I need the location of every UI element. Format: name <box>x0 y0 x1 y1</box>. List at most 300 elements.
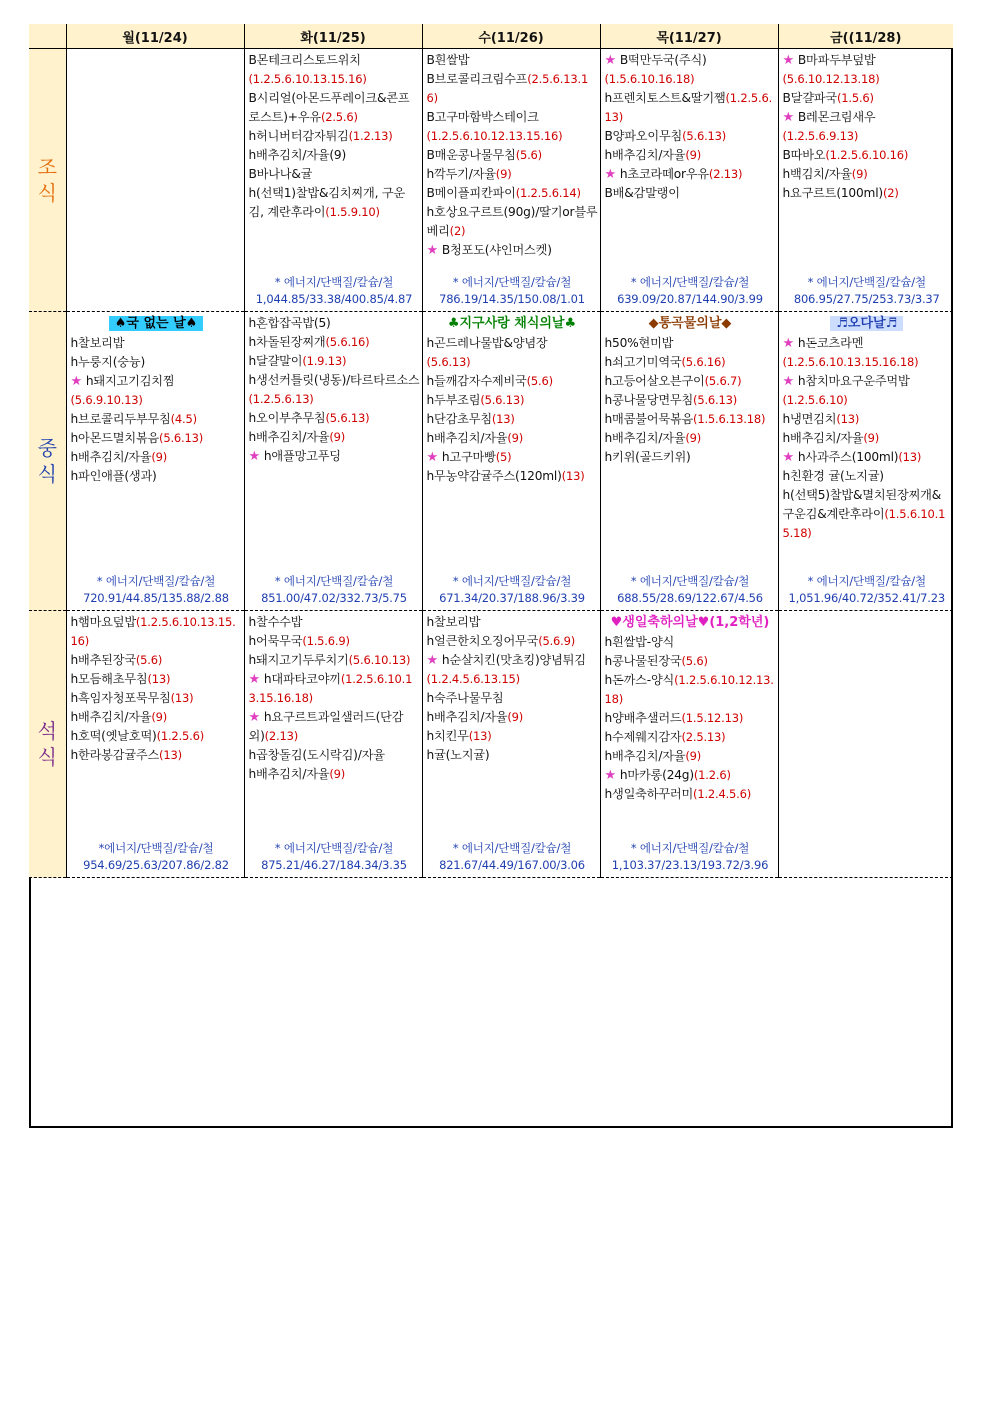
nutrition-info: * 에너지/단백질/칼슘/철 1,103.37/23.13/193.72/3.96 <box>611 841 769 872</box>
menu-item <box>783 127 952 146</box>
allergen-codes: (9) <box>329 767 346 781</box>
menu-item-name: h생일축하꾸러미 <box>604 787 694 801</box>
allergen-codes: (2.13) <box>264 729 299 743</box>
menu-item-name: h호상요구르트(90g)/딸기or블루베리 <box>426 205 598 238</box>
menu-item <box>427 334 598 353</box>
menu-item-name: h키위(골드키위) <box>604 450 691 464</box>
day-cell <box>66 611 244 878</box>
allergen-codes: (13) <box>170 691 194 705</box>
allergen-codes: (4.5) <box>170 412 197 426</box>
menu-item-name: h배추김치/자율 <box>248 430 330 444</box>
menu-item <box>427 467 598 486</box>
menu-item-name: h숙주나물무침 <box>426 691 504 705</box>
menu-item <box>605 372 776 391</box>
menu-item-name: h햄마요덮밥 <box>70 615 136 629</box>
menu-item <box>605 728 776 747</box>
menu-item-name: h돼지고기김치찜 <box>85 374 175 388</box>
menu-item <box>71 708 242 727</box>
menu-item-name: B고구마함박스테이크 <box>426 110 539 124</box>
day-cell <box>778 312 953 611</box>
allergen-codes: (9) <box>329 430 346 444</box>
star-icon: ★ <box>426 450 442 465</box>
menu-item <box>783 89 952 108</box>
corner-cell <box>29 24 66 49</box>
menu-item <box>783 391 952 410</box>
menu-item <box>605 410 776 429</box>
meal-label-dinner: 석식 <box>29 611 66 878</box>
menu-item-name: h곤드레나물밥&양념장 <box>426 336 548 350</box>
allergen-codes: (2.5.6.13.16) <box>426 72 589 105</box>
menu-item-name: h단감초무침 <box>426 412 492 426</box>
menu-item-name: h배추김치/자율 <box>604 431 686 445</box>
menu-item <box>249 314 420 333</box>
menu-item <box>605 747 776 766</box>
theme-day-banner: ♬오다날♬ <box>783 314 952 334</box>
menu-item-name: B매운콩나물무침 <box>426 148 516 162</box>
menu-item <box>71 689 242 708</box>
menu-item <box>783 410 952 429</box>
menu-item <box>427 429 598 448</box>
allergen-codes: (9) <box>685 749 702 763</box>
menu-item <box>71 670 242 689</box>
allergen-codes: (1.5.12.13) <box>681 711 744 725</box>
menu-item-name: h(선택1)찰밥&김치찌개, 구운김, 계란후라이 <box>248 186 406 219</box>
star-icon: ★ <box>70 374 86 389</box>
menu-item-name: h애플망고푸딩 <box>263 449 341 463</box>
menu-item <box>249 428 420 447</box>
menu-item <box>783 448 952 467</box>
theme-day-banner: ♣지구사랑 채식의날♣ <box>447 316 577 331</box>
menu-item-name: h돈까스-양식 <box>604 673 675 687</box>
menu-item <box>605 51 776 70</box>
day-cell <box>66 49 244 312</box>
nutrition-info: * 에너지/단백질/칼슘/철 786.19/14.35/150.08/1.01 <box>439 275 585 306</box>
menu-item <box>249 613 420 632</box>
allergen-codes: (13) <box>836 412 860 426</box>
theme-day-banner: ♠국 없는 날♠ <box>71 314 242 334</box>
menu-item-name: B청포도(샤인머스켓) <box>441 243 552 257</box>
menu-item <box>427 241 598 260</box>
nutrition-info: * 에너지/단백질/칼슘/철 806.95/27.75/253.73/3.37 <box>793 275 940 306</box>
star-icon: ★ <box>426 653 442 668</box>
allergen-codes: (1.2.5.6.13) <box>248 392 314 406</box>
menu-item-name: B마파두부덮밥 <box>797 53 876 67</box>
menu-item <box>249 89 420 127</box>
allergen-codes: (1.2.5.6.10.12.13.15.16) <box>426 129 563 143</box>
menu-item <box>427 146 598 165</box>
menu-item <box>249 632 420 651</box>
allergen-codes: (9) <box>507 431 524 445</box>
menu-item <box>605 766 776 785</box>
nutrition-info: * 에너지/단백질/칼슘/철 851.00/47.02/332.73/5.75 <box>261 574 407 605</box>
day-cell <box>778 611 953 878</box>
menu-item-name: h누룽지(숭늉) <box>70 355 145 369</box>
allergen-codes: (9) <box>685 148 702 162</box>
menu-item <box>427 632 598 651</box>
allergen-codes: (9) <box>851 167 868 181</box>
menu-item-name: h모듬해초무침 <box>70 672 148 686</box>
menu-item <box>783 184 952 203</box>
menu-item <box>427 391 598 410</box>
menu-item <box>605 671 776 709</box>
menu-item <box>605 391 776 410</box>
menu-item <box>605 652 776 671</box>
menu-item-name: h달걀말이 <box>248 354 303 368</box>
day-cell <box>422 312 600 611</box>
menu-item-name: h브로콜리두부무침 <box>70 412 171 426</box>
menu-item <box>427 165 598 184</box>
menu-item-name: h한라봉감귤주스 <box>70 748 160 762</box>
menu-item-name: h배추김치/자율(9) <box>248 148 347 162</box>
menu-item-name: h배추된장국 <box>70 653 136 667</box>
menu-item <box>249 651 420 670</box>
menu-item-name: h사과주스(100ml) <box>797 450 899 464</box>
allergen-codes: (5.6) <box>135 653 163 667</box>
day-header-wed: 수(11/26) <box>422 24 600 49</box>
menu-item-name: h치킨무 <box>426 729 469 743</box>
day-cell <box>244 312 422 611</box>
meal-label-breakfast: 조식 <box>29 49 66 312</box>
allergen-codes: (9) <box>685 431 702 445</box>
menu-item <box>249 51 420 70</box>
menu-item <box>71 746 242 765</box>
menu-item <box>71 410 242 429</box>
star-icon: ★ <box>782 450 798 465</box>
allergen-codes: (1.2.5.6.10.12.13.18) <box>604 673 774 706</box>
menu-item <box>71 467 242 486</box>
menu-item-name: h50%현미밥 <box>604 336 674 350</box>
menu-item <box>249 127 420 146</box>
menu-item <box>427 203 598 241</box>
menu-item <box>249 184 420 222</box>
menu-item <box>605 89 776 127</box>
allergen-codes: (5.6.13) <box>693 393 737 407</box>
day-header-tue: 화(11/25) <box>244 24 422 49</box>
star-icon: ★ <box>248 672 264 687</box>
allergen-codes: (1.2.4.5.6.13.15) <box>426 672 520 686</box>
allergen-codes: (5.6.10.13) <box>348 653 411 667</box>
menu-item <box>427 689 598 708</box>
day-cell <box>422 611 600 878</box>
day-cell <box>244 49 422 312</box>
menu-item <box>71 334 242 353</box>
menu-item-name: h허니버터감자튀김 <box>248 129 349 143</box>
allergen-codes: (13) <box>491 412 515 426</box>
menu-item-name: h백김치/자율 <box>782 167 852 181</box>
menu-item <box>783 146 952 165</box>
menu-item <box>71 651 242 670</box>
menu-item-name: h배추김치/자율 <box>426 710 508 724</box>
menu-item-name: h수제웨지감자 <box>604 730 682 744</box>
menu-item <box>783 108 952 127</box>
nutrition-info: * 에너지/단백질/칼슘/철 688.55/28.69/122.67/4.56 <box>617 574 763 605</box>
allergen-codes: (5.6.13) <box>426 355 471 369</box>
allergen-codes: (5.6.9) <box>538 634 576 648</box>
menu-item-name: h요구르트(100ml) <box>782 186 883 200</box>
nutrition-info: * 에너지/단백질/칼슘/철 821.67/44.49/167.00/3.06 <box>439 841 585 872</box>
menu-item-name: h차돌된장찌개 <box>248 335 326 349</box>
menu-item <box>427 353 598 372</box>
star-icon: ★ <box>248 449 264 464</box>
menu-item <box>249 746 420 765</box>
menu-item-name: B레몬크림새우 <box>797 110 876 124</box>
dinner-row <box>29 611 953 878</box>
menu-item <box>249 70 420 89</box>
menu-item-name: h배추김치/자율 <box>426 431 508 445</box>
menu-item <box>783 70 952 89</box>
menu-item-name: h들깨감자수제비국 <box>426 374 527 388</box>
menu-item <box>71 613 242 651</box>
allergen-codes: (1.2.5.6.10.16) <box>825 148 909 162</box>
allergen-codes: (13) <box>898 450 922 464</box>
menu-item-name: h두부조림 <box>426 393 481 407</box>
allergen-codes: (5) <box>495 450 512 464</box>
allergen-codes: (5.6.13) <box>682 129 727 143</box>
star-icon: ★ <box>782 336 798 351</box>
menu-item-name: h생선커틀릿(냉동)/타르타르소스 <box>248 373 420 387</box>
menu-item-name: h대파타코야끼 <box>263 672 341 686</box>
menu-item-name: B흰쌀밥 <box>426 53 470 67</box>
day-cell <box>66 312 244 611</box>
menu-item <box>783 165 952 184</box>
menu-item-name: h프렌치토스트&딸기쨈 <box>604 91 726 105</box>
menu-item-name: B바나나&귤 <box>248 167 313 181</box>
allergen-codes: (1.2.5.6.10.13.15.16) <box>248 72 367 86</box>
star-icon: ★ <box>426 243 442 258</box>
menu-item-name: h배추김치/자율 <box>248 767 330 781</box>
menu-item-name: B몬테크리스토드위치 <box>248 53 361 67</box>
menu-item-name: h배추김치/자율 <box>604 148 686 162</box>
menu-item-name: h(선택5)찰밥&멸치된장찌개&구운김&계란후라이 <box>782 488 942 521</box>
menu-item-name: B메이플피칸파이 <box>426 186 516 200</box>
breakfast-row <box>29 49 953 312</box>
menu-item <box>71 391 242 410</box>
menu-item-name: B따바오 <box>782 148 826 162</box>
menu-item-name: h무농약감귤주스(120ml) <box>426 469 562 483</box>
allergen-codes: (5.6) <box>526 374 553 388</box>
menu-item <box>605 165 776 184</box>
menu-item <box>427 746 598 765</box>
menu-item-name: h콩나물된장국 <box>604 654 682 668</box>
menu-item-name: h쇠고기미역국 <box>604 355 682 369</box>
allergen-codes: (9) <box>151 450 168 464</box>
menu-item <box>605 429 776 448</box>
allergen-codes: (5.6) <box>515 148 542 162</box>
menu-item-name: B시리얼(아몬드푸레이크&콘프로스트)+우유 <box>248 91 410 124</box>
menu-item-name: h배추김치/자율 <box>70 710 152 724</box>
theme-day-banner: ♥생일축하의날♥(1,2학년) <box>610 615 770 630</box>
allergen-codes: (1.2.5.6.9.13) <box>782 129 859 143</box>
menu-item <box>427 127 598 146</box>
menu-item-name: h배추김치/자율 <box>70 450 152 464</box>
menu-item-name: h양배추샐러드 <box>604 711 682 725</box>
allergen-codes: (5.6.13) <box>159 431 203 445</box>
lunch-row <box>29 312 953 611</box>
menu-item <box>605 127 776 146</box>
menu-item <box>249 447 420 466</box>
menu-item <box>249 670 420 708</box>
menu-item-name: h얼큰한치오징어무국 <box>426 634 539 648</box>
day-cell <box>600 312 778 611</box>
menu-item-name: h배추김치/자율 <box>604 749 686 763</box>
day-cell <box>422 49 600 312</box>
allergen-codes: (2.13) <box>708 167 743 181</box>
day-header-fri: 금((11/28) <box>778 24 953 49</box>
star-icon: ★ <box>248 710 264 725</box>
allergen-codes: (5.6.9.10.13) <box>70 393 143 407</box>
menu-item-name: h초코라떼or우유 <box>619 167 709 181</box>
menu-item-name: h매콤불어묵볶음 <box>604 412 694 426</box>
menu-item-name: B브로콜리크림수프 <box>426 72 528 86</box>
allergen-codes: (13) <box>468 729 492 743</box>
menu-item <box>783 353 952 372</box>
menu-item-name: h혼합잡곡밥(5) <box>248 316 331 330</box>
menu-item <box>71 448 242 467</box>
allergen-codes: (1.5.6.9) <box>302 634 350 648</box>
allergen-codes: (9) <box>507 710 524 724</box>
menu-item-name: h아몬드멸치볶음 <box>70 431 160 445</box>
star-icon: ★ <box>604 167 620 182</box>
menu-item-name: h호떡(옛날호떡) <box>70 729 157 743</box>
menu-item <box>427 410 598 429</box>
menu-item <box>71 372 242 391</box>
menu-item <box>249 333 420 352</box>
meal-plan-table <box>29 24 953 878</box>
menu-item <box>427 372 598 391</box>
allergen-codes: (1.2.5.6) <box>156 729 204 743</box>
menu-item <box>783 51 952 70</box>
allergen-codes: (9) <box>151 710 168 724</box>
allergen-codes: (1.2.5.6.10) <box>782 393 848 407</box>
allergen-codes: (5.6.16) <box>325 335 370 349</box>
menu-item <box>605 334 776 353</box>
menu-item <box>427 51 598 70</box>
allergen-codes: (9) <box>863 431 880 445</box>
menu-item-name: h고등어살오븐구이 <box>604 374 705 388</box>
star-icon: ★ <box>782 53 798 68</box>
menu-item <box>427 613 598 632</box>
menu-item-name: h고구마빵 <box>441 450 496 464</box>
allergen-codes: (2) <box>449 224 466 238</box>
menu-item-name: B배&감말랭이 <box>604 186 680 200</box>
day-cell <box>244 611 422 878</box>
allergen-codes: (2) <box>882 186 899 200</box>
menu-item <box>427 448 598 467</box>
menu-item <box>427 708 598 727</box>
menu-item-name: h흑임자청포묵무침 <box>70 691 171 705</box>
menu-item-name: h곱창돌김(도시락김)/자율 <box>248 748 385 762</box>
menu-item-name: h흰쌀밥-양식 <box>604 635 675 649</box>
allergen-codes: (5.6.13) <box>480 393 525 407</box>
menu-item-name: B떡만두국(주식) <box>619 53 707 67</box>
allergen-codes: (5.6) <box>681 654 708 668</box>
allergen-codes: (1.2.5.6.14) <box>515 186 581 200</box>
day-header-mon: 월(11/24) <box>66 24 244 49</box>
day-cell <box>778 49 953 312</box>
nutrition-info: * 에너지/단백질/칼슘/철 1,051.96/40.72/352.41/7.23 <box>788 574 945 605</box>
menu-item <box>427 651 598 689</box>
allergen-codes: (1.2.5.6.10.13.15.16.18) <box>782 355 919 369</box>
menu-item <box>249 409 420 428</box>
allergen-codes: (5.6.10.12.13.18) <box>782 72 880 86</box>
allergen-codes: (13) <box>147 672 171 686</box>
menu-item <box>71 429 242 448</box>
menu-item <box>249 765 420 784</box>
menu-item <box>427 108 598 127</box>
nutrition-info: * 에너지/단백질/칼슘/철 1,044.85/33.38/400.85/4.87 <box>255 275 413 306</box>
menu-item <box>783 486 952 543</box>
allergen-codes: (1.9.13) <box>302 354 347 368</box>
menu-item-name: h냉면김치 <box>782 412 837 426</box>
menu-item-name: h어묵무국 <box>248 634 303 648</box>
menu-item-name: B달걀파국 <box>782 91 837 105</box>
star-icon: ★ <box>604 768 620 783</box>
allergen-codes: (5.6.13) <box>325 411 370 425</box>
allergen-codes: (1.5.9.10) <box>325 205 380 219</box>
star-icon: ★ <box>782 374 798 389</box>
allergen-codes: (13) <box>561 469 585 483</box>
menu-item-name: h배추김치/자율 <box>782 431 864 445</box>
menu-item-name: h요구르트과일샐러드(단감 외) <box>248 710 404 743</box>
menu-item <box>783 429 952 448</box>
meal-label-lunch: 중식 <box>29 312 66 611</box>
menu-item-name: h순살치킨(맛초킹)양념튀김 <box>441 653 586 667</box>
nutrition-info: *에너지/단백질/칼슘/철954.69/25.63/207.86/2.82 <box>83 841 229 872</box>
nutrition-info: * 에너지/단백질/칼슘/철 639.09/20.87/144.90/3.99 <box>617 275 763 306</box>
menu-item <box>605 184 776 203</box>
menu-item <box>605 146 776 165</box>
menu-item <box>249 352 420 371</box>
allergen-codes: (1.5.6.10.16.18) <box>604 72 695 86</box>
menu-item-name: h친환경 귤(노지귤) <box>782 469 884 483</box>
menu-item <box>605 633 776 652</box>
menu-item <box>783 372 952 391</box>
day-header-thu: 목(11/27) <box>600 24 778 49</box>
menu-item-name: h돼지고기두루치기 <box>248 653 349 667</box>
menu-item-name: h찰보리밥 <box>426 615 481 629</box>
allergen-codes: (1.2.5.6.13) <box>604 91 773 124</box>
menu-item-name: h깍두기/자율 <box>426 167 496 181</box>
menu-item-name: B양파오이무침 <box>604 129 683 143</box>
menu-item <box>249 146 420 165</box>
allergen-codes: (1.5.6.10.15.18) <box>782 507 946 540</box>
menu-item-name: h파인애플(생과) <box>70 469 157 483</box>
menu-item <box>249 165 420 184</box>
allergen-codes: (1.2.13) <box>348 129 393 143</box>
allergen-codes: (13) <box>159 748 182 762</box>
menu-item-name: h마카롱(24g) <box>619 768 694 782</box>
day-cell <box>600 49 778 312</box>
allergen-codes: (1.2.5.6.10.13.15.16.18) <box>248 672 413 705</box>
menu-item <box>783 467 952 486</box>
menu-item <box>605 709 776 728</box>
theme-day-banner: ◆통곡물의날◆ <box>648 316 732 331</box>
allergen-codes: (1.5.6.13.18) <box>693 412 766 426</box>
menu-item <box>427 70 598 108</box>
menu-item <box>605 785 776 804</box>
menu-item <box>249 371 420 409</box>
nutrition-info: * 에너지/단백질/칼슘/철 720.91/44.85/135.88/2.88 <box>83 574 229 605</box>
star-icon: ★ <box>604 53 620 68</box>
menu-item <box>783 334 952 353</box>
day-header-row <box>29 24 953 49</box>
allergen-codes: (2.5.6) <box>320 110 358 124</box>
allergen-codes: (1.5.6) <box>836 91 874 105</box>
allergen-codes: (2.5.13) <box>681 730 726 744</box>
menu-item-name: h찰보리밥 <box>70 336 125 350</box>
allergen-codes: (1.2.4.5.6) <box>693 787 752 801</box>
menu-item <box>71 353 242 372</box>
